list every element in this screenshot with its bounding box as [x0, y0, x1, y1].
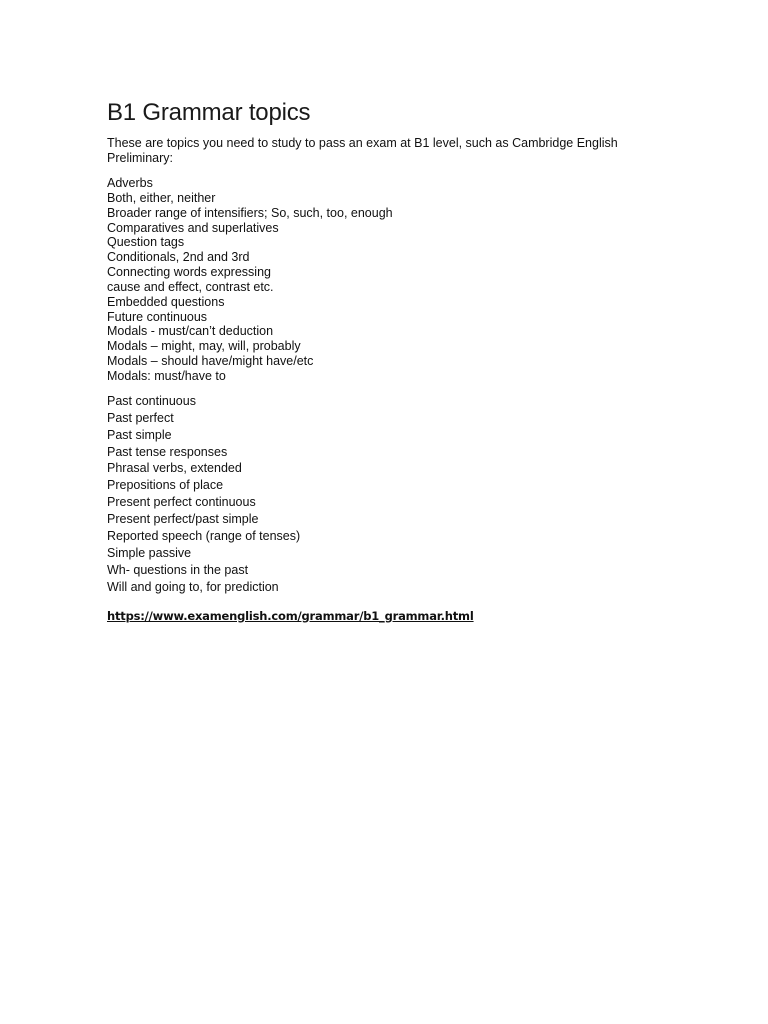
topics-list-2 [107, 393, 707, 596]
list-item: Modals – should have/might have/etc [107, 354, 314, 369]
list-item: Past continuous [107, 393, 196, 408]
document-page [107, 96, 707, 625]
list-item: Modals - must/can’t deduction [107, 324, 274, 339]
source-link[interactable]: https://www.examenglish.com/grammar/b1_grammar.html [107, 608, 474, 623]
page-title: B1 Grammar topics [107, 99, 311, 126]
intro-paragraph: These are topics you need to study to pass an exam at B1 level, such as Cambridge English Preliminary: [107, 136, 618, 165]
topics-list-1 [107, 176, 707, 384]
list-item: Prepositions of place [107, 478, 224, 493]
list-item: Phrasal verbs, extended [107, 461, 242, 476]
list-item: Adverbs [107, 176, 153, 190]
list-item: Modals: must/have to [107, 368, 226, 383]
list-item: Modals – might, may, will, probably [107, 339, 301, 354]
list-item: Future continuous [107, 309, 208, 324]
list-item: Past tense responses [107, 444, 228, 459]
list-item: Broader range of intensifiers; So, such, too, enough [107, 205, 393, 220]
list-item: Embedded questions [107, 294, 225, 309]
list-item: Present perfect continuous [107, 495, 256, 510]
list-item: Comparatives and superlatives [107, 220, 279, 235]
list-item: Simple passive [107, 545, 192, 560]
list-item: Will and going to, for prediction [107, 579, 279, 594]
list-item: Conditionals, 2nd and 3rd [107, 250, 250, 265]
list-item: Past simple [107, 427, 172, 442]
list-item: Question tags [107, 235, 185, 250]
list-item: Past perfect [107, 410, 174, 425]
list-item: Both, either, neither [107, 190, 216, 205]
list-item: cause and effect, contrast etc. [107, 279, 274, 294]
list-item: Reported speech (range of tenses) [107, 529, 301, 544]
list-item: Present perfect/past simple [107, 512, 259, 527]
list-item: Connecting words expressing [107, 265, 271, 280]
list-item: Wh- questions in the past [107, 562, 249, 577]
